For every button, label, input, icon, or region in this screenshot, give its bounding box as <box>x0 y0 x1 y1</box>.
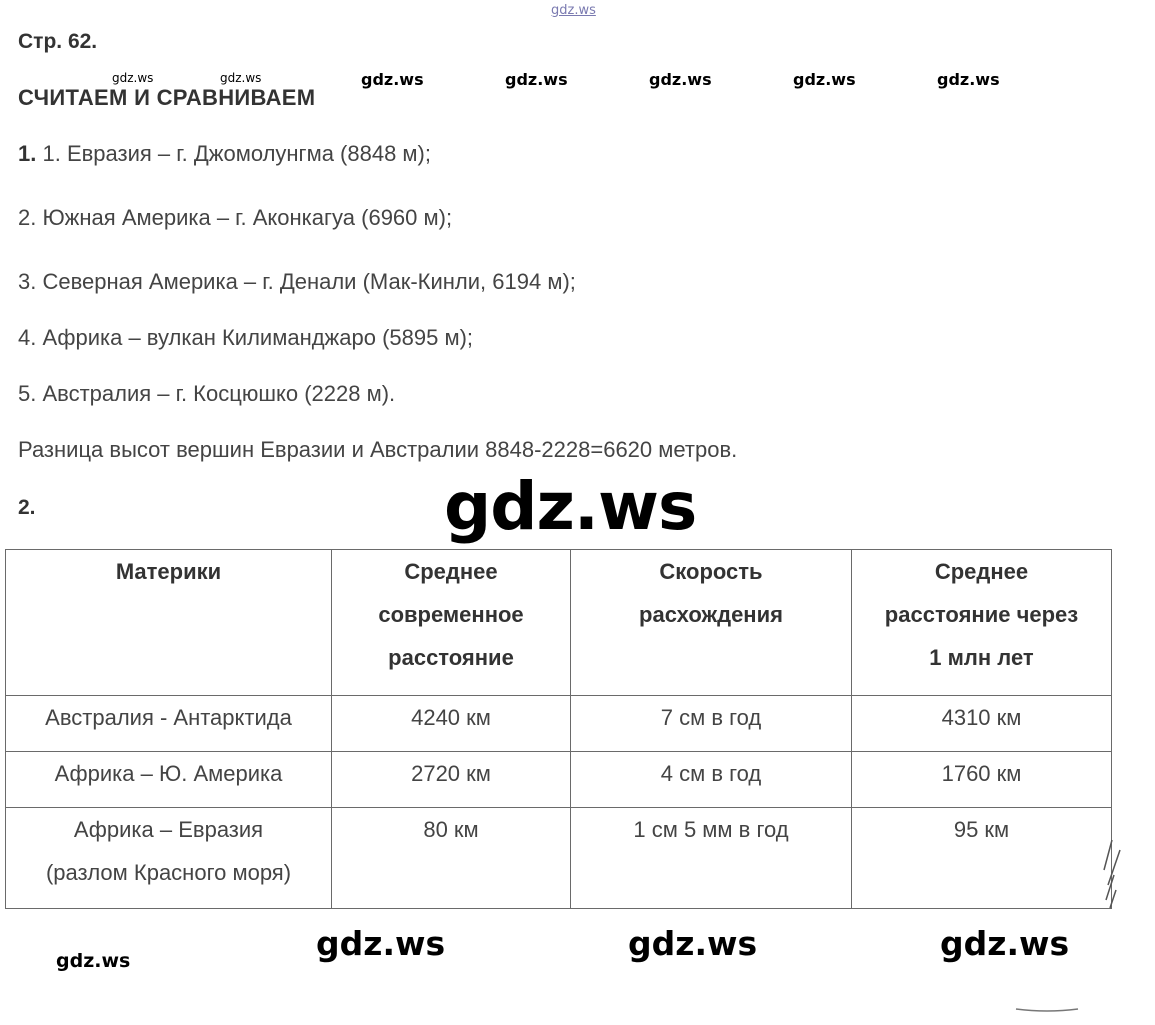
scan-artifact <box>1090 830 1130 915</box>
watermark-small: gdz.ws <box>112 71 154 85</box>
task1-item: 4. Африка – вулкан Килиманджаро (5895 м); <box>18 325 474 350</box>
task1-item: 3. Северная Америка – г. Денали (Мак-Кинли, 6194 м); <box>18 269 576 294</box>
watermark-bottom-left: gdz.ws <box>56 950 131 972</box>
table-row <box>6 808 1112 909</box>
table-cell: 7 см в год <box>571 696 852 752</box>
table-cell: Африка – Ю. Америка <box>6 752 332 808</box>
watermark-row-item: gdz.ws <box>937 70 1000 89</box>
continents-table <box>5 549 1112 909</box>
table-cell: 95 км <box>852 808 1112 909</box>
table-cell: 1 см 5 мм в год <box>571 808 852 909</box>
task1-line-1 <box>18 141 431 167</box>
table-cell: 80 км <box>332 808 571 909</box>
header-cell: Среднее расстояние через 1 млн лет <box>852 550 1112 696</box>
task1-item: 2. Южная Америка – г. Аконкагуа (6960 м); <box>18 205 453 230</box>
table-cell: Австралия - Антарктида <box>6 696 332 752</box>
task1-item: 5. Австралия – г. Косцюшко (2228 м). <box>18 381 396 406</box>
table-cell: Африка – Евразия (разлом Красного моря) <box>6 808 332 909</box>
table-row <box>6 696 1112 752</box>
watermark-bottom: gdz.ws <box>628 924 758 963</box>
table-cell: 1760 км <box>852 752 1112 808</box>
table-cell: 4 см в год <box>571 752 852 808</box>
watermark-center: gdz.ws <box>444 468 697 545</box>
header-cell: Скорость расхождения <box>571 550 852 696</box>
watermark-bottom: gdz.ws <box>316 924 446 963</box>
watermark-row-item: gdz.ws <box>793 70 856 89</box>
table-header-row <box>6 550 1112 696</box>
table-cell: 4240 км <box>332 696 571 752</box>
watermark-row-item: gdz.ws <box>505 70 568 89</box>
watermark-row-item: gdz.ws <box>361 70 424 89</box>
watermark-small: gdz.ws <box>220 71 262 85</box>
task2-number: 2. <box>18 496 36 519</box>
watermark-row-item: gdz.ws <box>649 70 712 89</box>
task1-item: 1. Евразия – г. Джомолунгма (8848 м); <box>42 141 431 166</box>
table-row <box>6 752 1112 808</box>
header-cell: Материки <box>6 550 332 696</box>
table-cell: 4310 км <box>852 696 1112 752</box>
task1-number: 1. <box>18 141 37 166</box>
task1-difference: Разница высот вершин Евразии и Австралии 8848-2228=6620 метров. <box>18 437 738 462</box>
section-heading: СЧИТАЕМ И СРАВНИВАЕМ <box>18 85 316 110</box>
scan-artifact <box>1012 1003 1082 1015</box>
watermark-bottom: gdz.ws <box>940 924 1070 963</box>
watermark-top: gdz.ws <box>551 3 596 18</box>
page-reference: Стр. 62. <box>18 30 98 53</box>
header-cell: Среднее современное расстояние <box>332 550 571 696</box>
table-cell: 2720 км <box>332 752 571 808</box>
